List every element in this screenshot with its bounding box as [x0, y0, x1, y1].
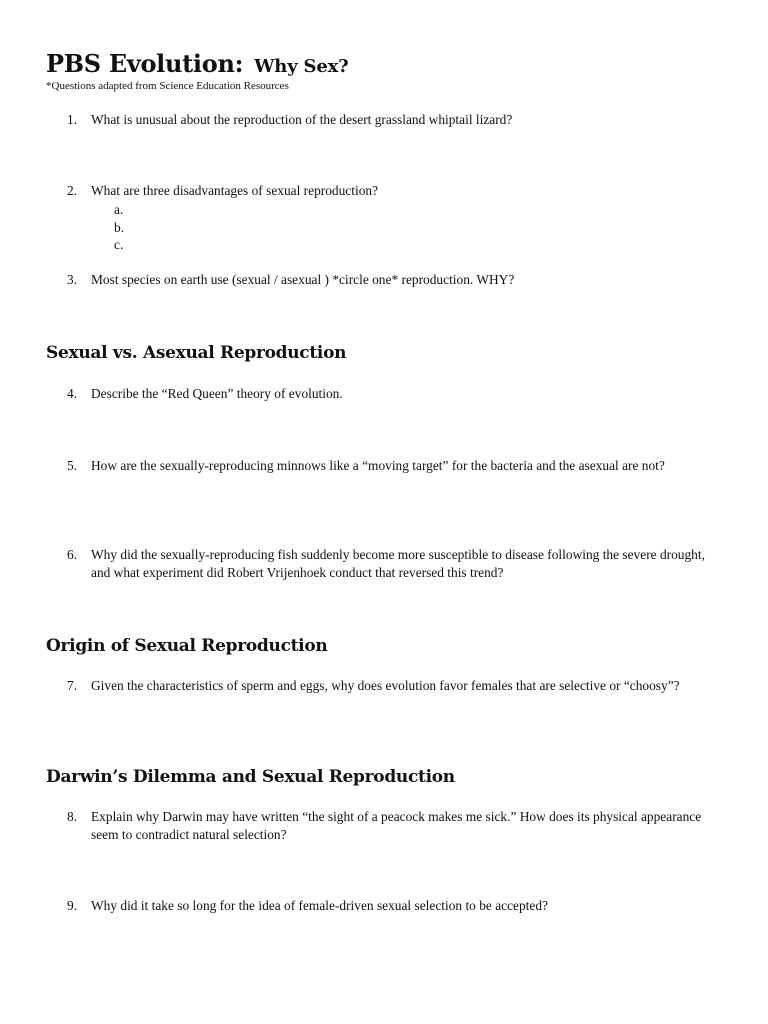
question-number: 2.	[67, 183, 78, 198]
question-text: Most species on earth use (sexual / asexual ) *circle one* reproduction. WHY?	[91, 272, 515, 287]
page-title	[46, 45, 348, 77]
question-text: What is unusual about the reproduction of the desert grassland whiptail lizard?	[91, 112, 513, 127]
question-9	[67, 897, 717, 915]
question-7	[67, 677, 717, 695]
question-8	[67, 808, 717, 844]
question-number: 7.	[67, 678, 78, 693]
question-number: 9.	[67, 898, 78, 913]
question-4	[67, 385, 717, 403]
question-6	[67, 546, 717, 582]
question-text: How are the sexually-reproducing minnows like a “moving target” for the bacteria and the asexual are not?	[91, 458, 665, 473]
sub-item-a: a.	[114, 202, 124, 217]
question-number: 1.	[67, 112, 78, 127]
question-number: 5.	[67, 458, 78, 473]
question-text: Given the characteristics of sperm and eggs, why does evolution favor females that are selective or “choosy”?	[91, 678, 680, 693]
question-number: 4.	[67, 386, 78, 401]
section-heading-sexual-vs-asexual: Sexual vs. Asexual Reproduction	[46, 343, 347, 363]
title-sub: Why Sex?	[254, 56, 349, 77]
question-2	[67, 182, 717, 200]
title-main: PBS Evolution:	[46, 49, 244, 78]
sub-item-b: b.	[114, 219, 125, 235]
question-number: 6.	[67, 547, 78, 562]
section-heading-origin: Origin of Sexual Reproduction	[46, 636, 328, 656]
question-text: Explain why Darwin may have written “the sight of a peacock makes me sick.” How does its physical appearance seem to contradict natural selection?	[91, 809, 702, 842]
question-5	[67, 457, 717, 475]
question-number: 3.	[67, 272, 78, 287]
question-1	[67, 111, 717, 129]
source-note: *Questions adapted from Science Education Resources	[46, 80, 289, 92]
sub-item-c: c.	[114, 237, 124, 252]
question-3	[67, 271, 717, 289]
question-number: 8.	[67, 809, 78, 824]
question-text: Describe the “Red Queen” theory of evolution.	[91, 386, 343, 401]
question-2-sub-items	[114, 201, 124, 254]
question-text: Why did the sexually-reproducing fish suddenly become more susceptible to disease following the severe drought, and what experiment did Robert Vrijenhoek conduct that reversed this trend?	[91, 547, 705, 580]
section-heading-darwin: Darwin’s Dilemma and Sexual Reproduction	[46, 767, 455, 787]
question-text: What are three disadvantages of sexual reproduction?	[91, 183, 379, 198]
question-text: Why did it take so long for the idea of female-driven sexual selection to be accepted?	[91, 898, 548, 913]
